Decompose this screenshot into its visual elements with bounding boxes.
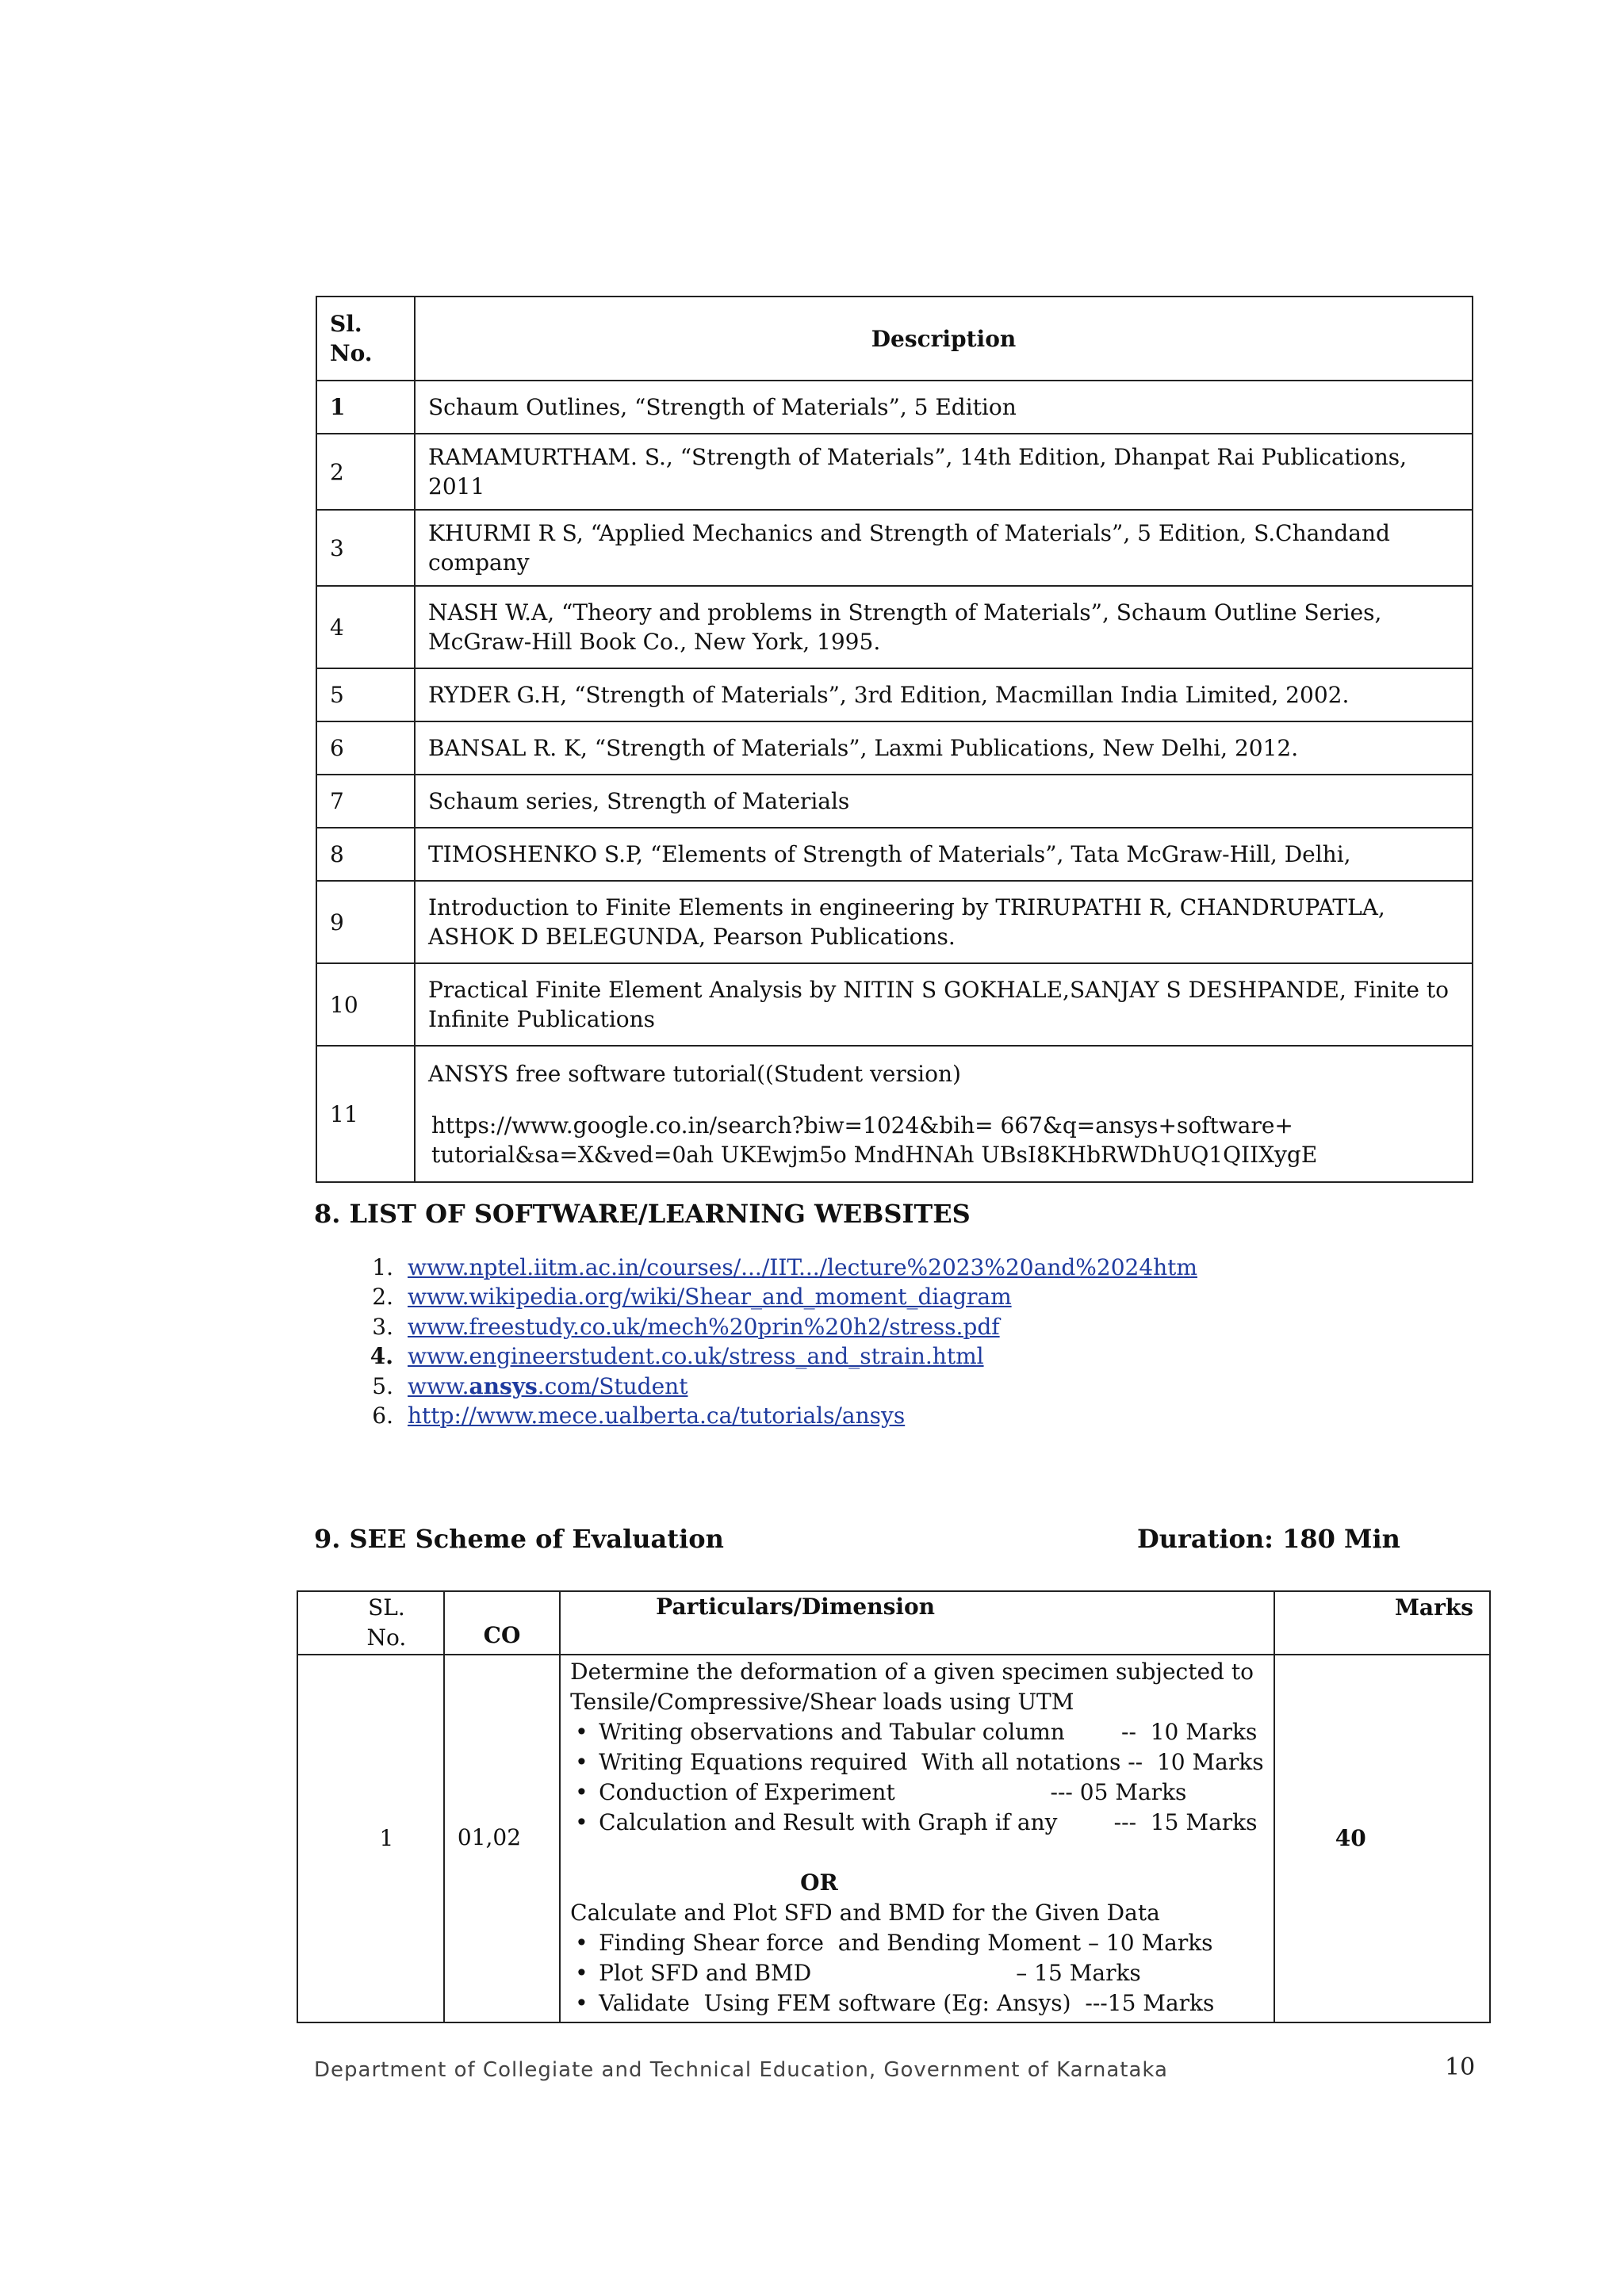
ref-url-text: https://www.google.co.in/search?biw=1024&bih= 667&q=ansys+software+ tutorial&sa=X&ved=0ah UKEwjm5o MndHNAh UBsI8KHbRWDhUQ1QIIXygE [431, 1112, 1318, 1168]
ref-sl: 5 [316, 668, 415, 721]
bullet-icon: • [575, 1719, 588, 1745]
ref-sl: 10 [316, 963, 415, 1046]
list-number: 6. [372, 1402, 393, 1429]
list-item [570, 1808, 1263, 1838]
see-evaluation-table [297, 1590, 1491, 2023]
table-row [316, 510, 1473, 586]
ref-sl: 11 [316, 1046, 415, 1182]
bullet-text: Writing Equations required With all notations -- 10 Marks [599, 1749, 1264, 1775]
table-row [316, 668, 1473, 721]
ref-description-text: ANSYS free software tutorial((Student version) [428, 1060, 961, 1087]
particulars-intro: Determine the deformation of a given specimen subjected to Tensile/Compressive/Shear loads using UTM [570, 1659, 1254, 1715]
bullet-text: Writing observations and Tabular column -- 10 Marks [599, 1719, 1258, 1745]
list-number: 2. [372, 1284, 393, 1311]
particulars-intro-b: Calculate and Plot SFD and BMD for the Given Data [570, 1900, 1160, 1926]
duration-label: Duration: 180 Min [1137, 1524, 1400, 1554]
ref-description: RAMAMURTHAM. S., “Strength of Materials”, 14th Edition, Dhanpat Rai Publications, 2011 [415, 434, 1473, 510]
list-item [570, 1717, 1263, 1747]
ref-description [415, 1046, 1473, 1182]
ref-sl: 3 [316, 510, 415, 586]
table-header-row [316, 297, 1473, 381]
see-sl: 1 [297, 1655, 444, 2022]
bullet-icon: • [575, 1749, 588, 1775]
ref-sl: 4 [316, 586, 415, 668]
list-number: 1. [372, 1254, 393, 1280]
website-link[interactable]: www.wikipedia.org/wiki/Shear_and_moment_diagram [408, 1284, 1012, 1311]
table-row [316, 963, 1473, 1046]
section-8-heading: 8. LIST OF SOFTWARE/LEARNING WEBSITES [314, 1199, 971, 1229]
section-9-heading: 9. SEE Scheme of Evaluation [314, 1524, 724, 1554]
or-separator: OR [800, 1869, 838, 1896]
table-row [316, 721, 1473, 775]
bullet-text: Plot SFD and BMD – 15 Marks [599, 1960, 1141, 1986]
websites-list [349, 1253, 1197, 1430]
ref-description: Schaum series, Strength of Materials [415, 775, 1473, 828]
page-number: 10 [1445, 2053, 1476, 2081]
table-row [316, 434, 1473, 510]
ref-description: KHURMI R S, “Applied Mechanics and Strength of Materials”, 5 Edition, S.Chandand company [415, 510, 1473, 586]
see-marks: 40 [1274, 1655, 1490, 2022]
header-particulars: Particulars/Dimension [560, 1591, 1274, 1655]
bullet-icon: • [575, 1779, 588, 1805]
bullet-text: Validate Using FEM software (Eg: Ansys) ---15 Marks [599, 1990, 1215, 2016]
see-particulars [560, 1655, 1274, 2022]
website-link[interactable]: http://www.mece.ualberta.ca/tutorials/ansys [408, 1402, 906, 1429]
header-description: Description [415, 297, 1473, 381]
list-item [570, 1958, 1263, 1988]
link-part: www. [408, 1372, 469, 1399]
table-header-row [297, 1591, 1490, 1655]
table-row [316, 775, 1473, 828]
list-item [349, 1372, 1197, 1401]
website-link[interactable]: www.engineerstudent.co.uk/stress_and_strain.html [408, 1343, 984, 1370]
bullet-icon: • [575, 1930, 588, 1956]
table-row [316, 381, 1473, 434]
list-number: 4. [370, 1343, 393, 1370]
ref-description: TIMOSHENKO S.P, “Elements of Strength of Materials”, Tata McGraw-Hill, Delhi, [415, 828, 1473, 881]
references-table [316, 296, 1473, 1183]
ref-description: Schaum Outlines, “Strength of Materials”, 5 Edition [415, 381, 1473, 434]
bullet-text: Finding Shear force and Bending Moment – 10 Marks [599, 1930, 1213, 1956]
table-row [316, 586, 1473, 668]
bullet-icon: • [575, 1809, 588, 1835]
link-part-bold: ansys [469, 1372, 538, 1399]
ref-description: BANSAL R. K, “Strength of Materials”, Laxmi Publications, New Delhi, 2012. [415, 721, 1473, 775]
website-link[interactable]: www.nptel.iitm.ac.in/courses/.../IIT.../lecture%2023%20and%2024htm [408, 1254, 1197, 1280]
ref-sl: 9 [316, 881, 415, 963]
list-item [349, 1312, 1197, 1341]
ref-description: Introduction to Finite Elements in engineering by TRIRUPATHI R, CHANDRUPATLA, ASHOK D BELEGUNDA, Pearson Publications. [415, 881, 1473, 963]
ref-sl: 1 [316, 381, 415, 434]
list-item [349, 1253, 1197, 1282]
ref-description: RYDER G.H, “Strength of Materials”, 3rd Edition, Macmillan India Limited, 2002. [415, 668, 1473, 721]
link-part: .com/Student [537, 1372, 688, 1399]
table-row [316, 881, 1473, 963]
list-item [570, 1777, 1263, 1808]
header-sl-no: SL. No. [297, 1591, 444, 1655]
list-number: 5. [372, 1372, 393, 1399]
header-co: CO [444, 1591, 560, 1655]
ref-description: NASH W.A, “Theory and problems in Strength of Materials”, Schaum Outline Series, McGraw-Hill Book Co., New York, 1995. [415, 586, 1473, 668]
list-item [349, 1341, 1197, 1371]
table-row [316, 828, 1473, 881]
ref-sl: 6 [316, 721, 415, 775]
header-marks: Marks [1274, 1591, 1490, 1655]
website-link[interactable] [408, 1372, 688, 1401]
bullet-icon: • [575, 1960, 588, 1986]
list-number: 3. [372, 1313, 393, 1340]
bullet-text: Conduction of Experiment --- 05 Marks [599, 1779, 1187, 1805]
ref-sl: 8 [316, 828, 415, 881]
ref-description: Practical Finite Element Analysis by NITIN S GOKHALE,SANJAY S DESHPANDE, Finite to Infinite Publications [415, 963, 1473, 1046]
ref-sl: 7 [316, 775, 415, 828]
list-item [570, 1928, 1263, 1958]
website-link[interactable]: www.freestudy.co.uk/mech%20prin%20h2/stress.pdf [408, 1313, 1000, 1340]
list-item [349, 1282, 1197, 1311]
see-co: 01,02 [444, 1655, 560, 2022]
header-sl-no: Sl. No. [316, 297, 415, 381]
ref-sl: 2 [316, 434, 415, 510]
footer-text: Department of Collegiate and Technical Education, Government of Karnataka [314, 2058, 1168, 2082]
bullet-icon: • [575, 1990, 588, 2016]
table-row [297, 1655, 1490, 2022]
list-item [349, 1401, 1197, 1430]
list-item [570, 1747, 1263, 1777]
table-row [316, 1046, 1473, 1182]
list-item [570, 1988, 1263, 2019]
bullet-text: Calculation and Result with Graph if any --- 15 Marks [599, 1809, 1258, 1835]
